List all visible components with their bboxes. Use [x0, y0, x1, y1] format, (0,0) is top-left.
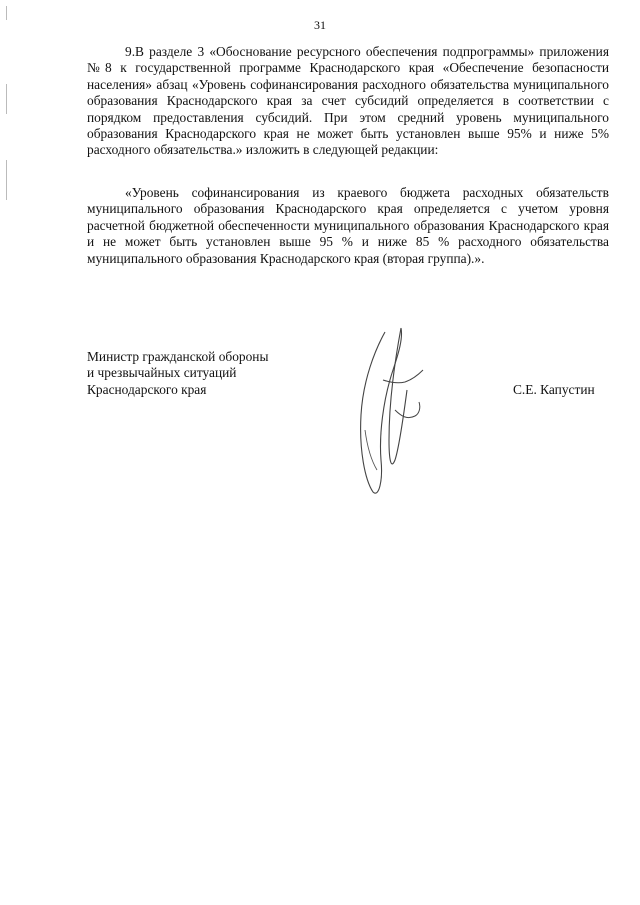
signatory-position: [87, 349, 268, 398]
margin-mark: [6, 160, 7, 200]
signatory-position-line: Краснодарского края: [87, 381, 207, 397]
handwritten-signature: [345, 320, 435, 500]
margin-mark: [6, 84, 7, 114]
signer-name: С.Е. Капустин: [513, 382, 595, 397]
signatory-position-line: Министр гражданской обороны: [87, 349, 269, 364]
signatory-position-line: и чрезвычайных ситуаций: [87, 365, 237, 381]
paragraph-new-wording: «Уровень софинансирования из краевого бюджета расходных обязательств муниципального образования Краснодарского края определяется с учетом уровня расчетной бюджетной обеспеченности муниципального образования Краснодарского края и не может быть установлен выше 95 % и ниже 85 % расходного обязательства муниципального образования Краснодарского края (вторая группа).».: [87, 185, 609, 266]
page-number: 31: [314, 18, 326, 32]
paragraph-amendment: 9.В разделе 3 «Обоснование ресурсного обеспечения подпрограммы» приложения №8 к государственной программе Краснодарского края «Обеспечение безопасности населения» абзац «Уровень софинансирования расходного обязательства муниципального образования Краснодарского края за счет субсидий определяется в соответствии с порядком предоставления субсидий. При этом средний уровень муниципального образования Краснодарского края не может быть установлен выше 95% и ниже 5% расходного обязательства.» изложить в следующей редакции:: [87, 44, 609, 158]
